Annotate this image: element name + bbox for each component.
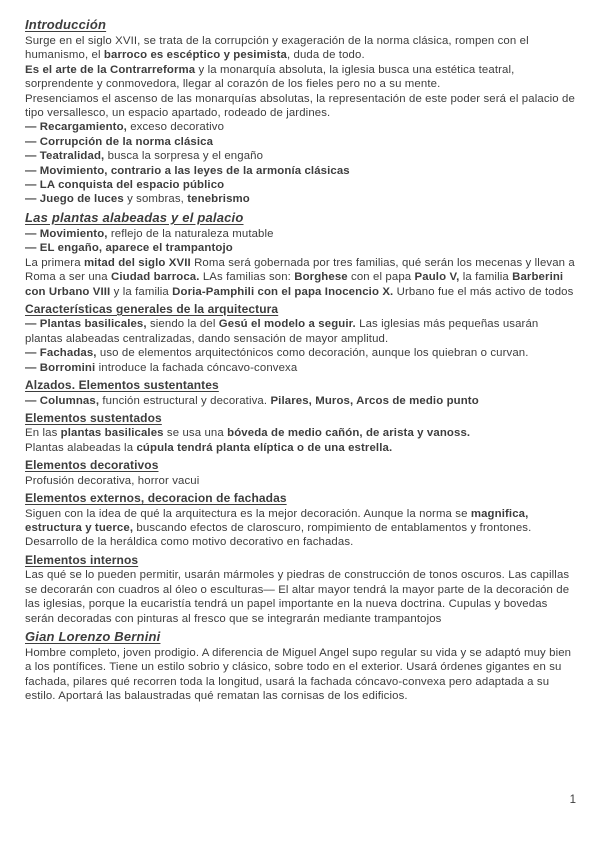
text-run: buscando efectos de claroscuro, rompimiento de entablamentos y frontones. Desarrollo de la heráldica como motivo decorativo en fachadas.: [25, 522, 532, 549]
text-run-bold: Doria-Pamphili con el papa Inocencio X.: [172, 285, 394, 298]
text-run-bold: — Juego de luces: [25, 193, 124, 206]
section-heading: [25, 301, 576, 318]
section-heading-italic: [25, 209, 576, 227]
paragraph: [25, 441, 576, 455]
text-run-bold: — Movimiento, contrario a las leyes de la armonía clásicas: [25, 164, 350, 177]
paragraph: [25, 568, 576, 626]
text-run: LAs familias son:: [199, 271, 295, 284]
section-heading: [25, 377, 576, 394]
text-run: Siguen con la idea de qué la arquitectura es la mejor decoración. Aunque la norma se: [25, 507, 471, 520]
text-run: y la monarquía absoluta, la iglesia busca una estética teatral, sorprendente y conmovedora, llegar al corazón de los fieles pero no a su mente.: [25, 63, 515, 91]
text-run-bold: — Plantas basilicales,: [25, 318, 147, 331]
text-run-bold: — Borromini: [25, 361, 96, 374]
text-run-bold: — Fachadas,: [25, 347, 97, 360]
paragraph: [25, 92, 576, 121]
text-run: Urbano fue el más activo de todos: [393, 285, 574, 298]
text-run-bold: Gesú el modelo a seguir.: [218, 318, 356, 331]
text-run: , duda de todo.: [286, 49, 365, 62]
text-run-bold: — Columnas,: [25, 394, 100, 407]
text-run-bold: — Movimiento,: [25, 227, 108, 240]
text-run: introduce la fachada cóncavo-convexa: [95, 361, 298, 374]
text-run-bold: bóveda de medio cañón, de arista y vanoss.: [227, 427, 471, 440]
text-run-bold: — Recargamiento,: [25, 121, 127, 134]
bullet-item: [25, 227, 576, 241]
paragraph: [25, 474, 576, 488]
section-heading: [25, 410, 576, 427]
text-run-bold: plantas basilicales: [60, 427, 164, 440]
bullet-item: [25, 120, 576, 134]
text-run: se usa una: [163, 427, 228, 440]
document-content: [25, 16, 576, 704]
text-run: Presenciamos el ascenso de las monarquías absolutas, la representación de este poder será el palacio de tipo versallesco, un espacio apartado, rodeado de jardines.: [25, 92, 575, 120]
bullet-item: [25, 135, 576, 149]
text-run-bold: — LA conquista del espacio público: [25, 179, 225, 192]
text-run: Las qué se lo pueden permitir, usarán mármoles y piedras de construcción de tonos oscuros. Las capillas se decorarán con cuadros al óleo o esculturas— El altar mayor tendrá la mayor parte de la decoración de las iglesias, porque la eucaristía tendrá un papel importante en la nueva doctrina. Cupulas y bovedas serán decoradas con pinturas al fresco que se integrarán mediante trampantojos: [25, 569, 570, 625]
text-run: Hombre completo, joven prodigio. A diferencia de Miguel Angel supo regular su vida y se adaptó muy bien a los pontífices. Tiene un estilo sobrio y clásico, sobre todo en el exterior. Usará órdenes gigantes en su fachada, pilares qué recorren toda la longitud, usará la fachada cóncavo-convexa pero adaptada a su estilo. Aportará las balaustradas qué rematan las cornisas de los edificios.: [25, 647, 572, 703]
text-run-bold: Pilares, Muros, Arcos de medio punto: [270, 394, 479, 407]
paragraph: [25, 34, 576, 63]
text-run: busca la sorpresa y el engaño: [104, 150, 264, 163]
text-run: la familia: [459, 271, 513, 284]
text-run: Elementos decorativos: [25, 458, 159, 473]
paragraph: [25, 256, 576, 299]
text-run-bold: cúpula tendrá planta elíptica o de una estrella.: [136, 441, 393, 454]
text-run: exceso decorativo: [126, 121, 225, 134]
text-run-bold: Paulo V,: [414, 271, 460, 284]
section-heading: [25, 490, 576, 507]
bullet-item: [25, 361, 576, 375]
text-run: Las iglesias más pequeñas usarán plantas alabeadas centralizadas, dando sensación de mayor amplitud.: [25, 318, 539, 345]
section-heading: [25, 552, 576, 569]
text-run-bold: Ciudad barroca.: [111, 271, 200, 284]
page-number: 1: [569, 794, 576, 806]
text-run: Plantas alabeadas la: [25, 441, 137, 454]
text-run-bold: mitad del siglo XVII: [83, 256, 191, 269]
text-run: reflejo de la naturaleza mutable: [107, 227, 274, 240]
paragraph: [25, 426, 576, 440]
bullet-item: [25, 149, 576, 163]
text-run-bold: Borghese: [294, 271, 348, 284]
text-run: Profusión decorativa, horror vacui: [25, 474, 200, 487]
text-run: siendo la del: [146, 318, 219, 331]
section-heading-italic: [25, 628, 576, 646]
text-run: función estructural y decorativa.: [99, 394, 271, 407]
text-run: uso de elementos arquitectónicos como decoración, aunque los quiebran o curvan.: [96, 347, 529, 360]
text-run: Elementos sustentados: [25, 410, 162, 425]
text-run-bold: — Teatralidad,: [25, 150, 105, 163]
text-run: y sombras,: [123, 193, 188, 206]
text-run: Surge en el siglo XVII, se trata de la corrupción y exageración de la norma clásica, rompen con el humanismo, el: [25, 35, 529, 62]
text-run: En las: [25, 427, 61, 440]
text-run: Características generales de la arquitectura: [25, 301, 279, 316]
paragraph: [25, 646, 576, 704]
text-run-bold: — Corrupción de la norma clásica: [25, 135, 214, 148]
bullet-item: [25, 192, 576, 206]
text-run-bold: Barberini con Urbano VIII: [25, 271, 564, 298]
paragraph: [25, 507, 576, 550]
text-run: con el papa: [347, 271, 415, 284]
bullet-item: [25, 317, 576, 346]
text-run-bold: — EL engaño, aparece el trampantojo: [25, 242, 233, 255]
section-heading: [25, 457, 576, 474]
text-run-bold: magnifica, estructura y tuerce,: [25, 507, 529, 535]
bullet-item: [25, 394, 576, 408]
text-run: Las plantas alabeadas y el palacio: [25, 209, 244, 225]
text-run-bold: barroco es escéptico y pesimista: [103, 49, 287, 62]
text-run: Introducción: [25, 17, 107, 32]
bullet-item: [25, 241, 576, 255]
bullet-item: [25, 178, 576, 192]
text-run-bold: Es el arte de la Contrarreforma: [25, 63, 196, 76]
text-run: y la familia: [110, 285, 173, 298]
text-run: Elementos internos: [25, 552, 139, 567]
bullet-item: [25, 346, 576, 360]
bullet-item: [25, 164, 576, 178]
text-run: Alzados. Elementos sustentantes: [25, 378, 219, 393]
section-heading-italic: [25, 16, 576, 34]
text-run: La primera: [25, 256, 84, 269]
text-run: Elementos externos, decoracion de fachadas: [25, 491, 287, 506]
text-run: Gian Lorenzo Bernini: [25, 629, 161, 644]
text-run-bold: tenebrismo: [187, 193, 250, 206]
text-run: Roma será gobernada por tres familias, qué serán los mecenas y llevan a Roma a ser una: [25, 256, 575, 284]
paragraph: [25, 63, 576, 92]
